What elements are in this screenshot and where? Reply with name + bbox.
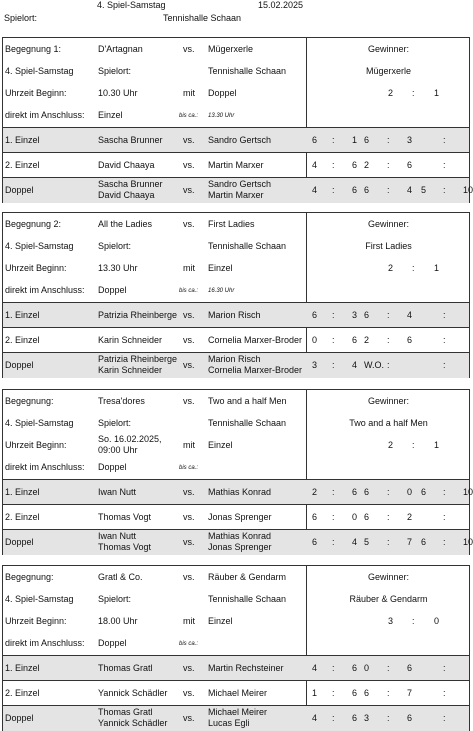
set-colon: :: [443, 160, 446, 170]
set-colon: :: [443, 713, 446, 723]
result-score-a: 3: [388, 616, 394, 626]
bis-label: bis ca.:: [179, 288, 199, 294]
day-label: 4. Spiel-Samstag: [5, 66, 74, 76]
match-vs: vs.: [183, 310, 195, 320]
header-venue: Tennishalle Schaan: [163, 13, 242, 23]
team-2: Two and a half Men: [208, 396, 287, 406]
set-colon: :: [443, 135, 446, 145]
player-2: Jonas Sprenger: [208, 512, 272, 522]
vs-label: vs.: [183, 219, 195, 229]
team-1: D'Artagnan: [98, 44, 143, 54]
set-score-b: 6: [407, 335, 413, 345]
player-1b: David Chaaya: [98, 190, 155, 200]
venue-label: Spielort:: [98, 66, 132, 76]
set-score-a: 4: [312, 160, 318, 170]
player-1: Sascha Brunner: [98, 135, 163, 145]
result-colon: :: [412, 88, 415, 98]
set-score-a: 6: [364, 310, 370, 320]
day-label: 4. Spiel-Samstag: [5, 418, 74, 428]
set-score-b: 1: [352, 135, 358, 145]
match-row: [3, 655, 469, 681]
set-score-b: 6: [352, 335, 358, 345]
set-score-a: W.O.: [364, 360, 384, 370]
set-score-b: 10: [463, 487, 473, 497]
set-colon: :: [387, 360, 390, 370]
set-colon: :: [443, 487, 446, 497]
set-colon: :: [332, 663, 335, 673]
bis-time: 13.30 Uhr: [208, 113, 235, 119]
match-row: [3, 152, 469, 178]
result-score-a: 2: [388, 440, 394, 450]
player-1: Thomas Gratl: [98, 707, 153, 717]
set-colon: :: [443, 360, 446, 370]
match-name: 2. Einzel: [5, 335, 40, 345]
set-colon: :: [443, 537, 446, 547]
result-score-b: 1: [434, 440, 440, 450]
venue-label: Spielort:: [98, 594, 132, 604]
player-2: Sandro Gertsch: [208, 179, 272, 189]
set-score-a: 4: [312, 713, 318, 723]
set-score-a: 1: [312, 688, 318, 698]
venue-label: Spielort:: [98, 241, 132, 251]
match-block: [2, 565, 470, 731]
set-colon: :: [332, 512, 335, 522]
set-colon: :: [387, 537, 390, 547]
winner-label: Gewinner:: [367, 396, 410, 406]
next-format: Doppel: [98, 638, 127, 648]
match-name: 2. Einzel: [5, 688, 40, 698]
mit-label: mit: [183, 616, 195, 626]
winner-label: Gewinner:: [367, 44, 410, 54]
bis-label: bis ca.:: [179, 641, 199, 647]
set-score-b: 10: [463, 185, 473, 195]
bis-label: bis ca.:: [179, 113, 199, 119]
set-score-a: 0: [364, 663, 370, 673]
match-row: [3, 504, 469, 530]
winner-name: Two and a half Men: [349, 418, 428, 428]
match-row: [3, 352, 469, 378]
match-row: [3, 127, 469, 153]
set-colon: :: [443, 512, 446, 522]
set-score-b: 3: [352, 310, 358, 320]
set-score-a: 6: [364, 135, 370, 145]
player-1: Iwan Nutt: [98, 487, 137, 497]
player-1: Iwan Nutt: [98, 531, 137, 541]
vs-label: vs.: [183, 396, 195, 406]
set-score-a: 6: [364, 688, 370, 698]
result-colon: :: [412, 440, 415, 450]
result-score-b: 0: [434, 616, 440, 626]
set-score-a: 2: [364, 335, 370, 345]
player-2: Mathias Konrad: [208, 531, 272, 541]
set-score-b: 0: [352, 512, 358, 522]
match-name: Doppel: [5, 185, 34, 195]
set-colon: :: [443, 335, 446, 345]
set-score-a: 6: [312, 135, 318, 145]
vs-label: vs.: [183, 572, 195, 582]
player-2: Martin Rechsteiner: [208, 663, 284, 673]
set-score-a: 6: [421, 487, 427, 497]
match-label: Begegnung 1:: [5, 44, 62, 54]
match-vs: vs.: [183, 360, 195, 370]
player-1: David Chaaya: [98, 160, 155, 170]
player-1: Thomas Gratl: [98, 663, 153, 673]
match-row: [3, 529, 473, 555]
set-score-b: 6: [352, 487, 358, 497]
set-colon: :: [443, 663, 446, 673]
bis-label: bis ca.:: [179, 465, 199, 471]
set-colon: :: [332, 135, 335, 145]
set-score-a: 3: [312, 360, 318, 370]
player-2: Michael Meirer: [208, 707, 268, 717]
match-row: [3, 302, 469, 328]
match-name: 1. Einzel: [5, 487, 40, 497]
team-2: Mügerxerle: [208, 44, 254, 54]
team-1: All the Ladies: [98, 219, 153, 229]
match-name: 2. Einzel: [5, 512, 40, 522]
set-score-b: 0: [407, 487, 413, 497]
match-row: [3, 479, 473, 505]
venue: Tennishalle Schaan: [208, 66, 287, 76]
match-label: Begegnung:: [5, 396, 54, 406]
winner-name: First Ladies: [365, 241, 412, 251]
winner-label: Gewinner:: [367, 219, 410, 229]
vs-label: vs.: [183, 44, 195, 54]
match-block: [2, 212, 470, 378]
match-vs: vs.: [183, 335, 195, 345]
set-colon: :: [387, 185, 390, 195]
next-label: direkt im Anschluss:: [5, 110, 85, 120]
set-score-a: 6: [312, 537, 318, 547]
winner-name: Räuber & Gendarm: [349, 594, 428, 604]
header-venue-label: Spielort:: [4, 13, 38, 23]
set-score-b: 7: [407, 537, 413, 547]
player-2: Michael Meirer: [208, 688, 268, 698]
next-format: Doppel: [98, 462, 127, 472]
set-colon: :: [332, 185, 335, 195]
match-label: Begegnung:: [5, 572, 54, 582]
start-time: 18.00 Uhr: [98, 616, 138, 626]
venue: Tennishalle Schaan: [208, 594, 287, 604]
player-1b: Karin Schneider: [98, 365, 163, 375]
match-name: 1. Einzel: [5, 135, 40, 145]
result-colon: :: [412, 263, 415, 273]
set-score-a: 4: [312, 185, 318, 195]
first-format: Einzel: [208, 440, 233, 450]
set-colon: :: [332, 160, 335, 170]
set-colon: :: [443, 185, 446, 195]
match-name: 2. Einzel: [5, 160, 40, 170]
match-name: Doppel: [5, 713, 34, 723]
match-row: [3, 680, 469, 706]
set-score-a: 0: [312, 335, 318, 345]
match-vs: vs.: [183, 135, 195, 145]
set-score-a: 5: [421, 185, 427, 195]
set-score-b: 6: [352, 713, 358, 723]
next-format: Doppel: [98, 285, 127, 295]
mit-label: mit: [183, 88, 195, 98]
set-score-b: 7: [407, 688, 413, 698]
day-label: 4. Spiel-Samstag: [5, 241, 74, 251]
start-time-2: 09:00 Uhr: [98, 445, 138, 455]
start-time: 10.30 Uhr: [98, 88, 138, 98]
set-score-b: 2: [407, 512, 413, 522]
bis-time: 16.30 Uhr: [208, 288, 235, 294]
set-score-a: 4: [312, 663, 318, 673]
player-1: Sascha Brunner: [98, 179, 163, 189]
set-score-b: 6: [352, 185, 358, 195]
team-2: First Ladies: [208, 219, 255, 229]
player-2: Martin Marxer: [208, 160, 264, 170]
player-2: Sandro Gertsch: [208, 135, 272, 145]
mit-label: mit: [183, 440, 195, 450]
player-1: Patrizia Rheinberge: [98, 310, 178, 320]
match-vs: vs.: [183, 185, 195, 195]
player-2: Marion Risch: [208, 354, 261, 364]
player-2: Marion Risch: [208, 310, 261, 320]
player-1: Yannick Schädler: [98, 688, 168, 698]
set-colon: :: [387, 663, 390, 673]
set-score-a: 6: [312, 512, 318, 522]
match-block: [2, 389, 473, 555]
set-score-a: 6: [364, 512, 370, 522]
venue: Tennishalle Schaan: [208, 418, 287, 428]
set-score-b: 6: [352, 688, 358, 698]
set-score-a: 2: [364, 160, 370, 170]
set-colon: :: [443, 310, 446, 320]
set-score-b: 6: [407, 713, 413, 723]
team-2: Räuber & Gendarm: [208, 572, 287, 582]
team-1: Gratl & Co.: [98, 572, 143, 582]
match-row: [3, 705, 469, 731]
set-colon: :: [332, 537, 335, 547]
set-colon: :: [387, 160, 390, 170]
match-vs: vs.: [183, 160, 195, 170]
player-2b: Martin Marxer: [208, 190, 264, 200]
first-format: Doppel: [208, 88, 237, 98]
player-1: Patrizia Rheinberge: [98, 354, 178, 364]
winner-label: Gewinner:: [367, 572, 410, 582]
set-colon: :: [332, 688, 335, 698]
set-score-a: 6: [421, 537, 427, 547]
set-colon: :: [332, 360, 335, 370]
match-vs: vs.: [183, 688, 195, 698]
match-name: Doppel: [5, 537, 34, 547]
set-score-b: 3: [407, 135, 413, 145]
set-score-b: 4: [352, 537, 358, 547]
match-vs: vs.: [183, 663, 195, 673]
match-name: 1. Einzel: [5, 310, 40, 320]
set-score-a: 6: [364, 487, 370, 497]
result-colon: :: [412, 616, 415, 626]
set-colon: :: [387, 310, 390, 320]
player-2: Mathias Konrad: [208, 487, 272, 497]
player-2b: Jonas Sprenger: [208, 542, 272, 552]
match-block: [2, 37, 473, 203]
start-time: 13.30 Uhr: [98, 263, 138, 273]
result-score-a: 2: [388, 88, 394, 98]
start-label: Uhrzeit Beginn:: [5, 440, 67, 450]
venue-label: Spielort:: [98, 418, 132, 428]
header-title: 4. Spiel-Samstag: [97, 0, 166, 10]
match-row: [3, 327, 469, 353]
mit-label: mit: [183, 263, 195, 273]
match-vs: vs.: [183, 537, 195, 547]
set-score-b: 6: [407, 663, 413, 673]
set-score-a: 6: [364, 185, 370, 195]
first-format: Einzel: [208, 616, 233, 626]
set-colon: :: [387, 713, 390, 723]
first-format: Einzel: [208, 263, 233, 273]
match-label: Begegnung 2:: [5, 219, 62, 229]
result-score-b: 1: [434, 88, 440, 98]
set-score-b: 4: [407, 185, 413, 195]
set-colon: :: [332, 335, 335, 345]
winner-name: Mügerxerle: [365, 66, 412, 76]
player-2b: Cornelia Marxer-Broder: [208, 365, 303, 375]
player-1: Thomas Vogt: [98, 512, 152, 522]
result-score-b: 1: [434, 263, 440, 273]
match-name: 1. Einzel: [5, 663, 40, 673]
set-colon: :: [443, 688, 446, 698]
set-colon: :: [332, 713, 335, 723]
player-2b: Lucas Egli: [208, 718, 250, 728]
set-colon: :: [387, 512, 390, 522]
set-score-b: 6: [352, 160, 358, 170]
set-colon: :: [387, 688, 390, 698]
header-date: 15.02.2025: [258, 0, 304, 10]
set-score-a: 2: [312, 487, 318, 497]
next-label: direkt im Anschluss:: [5, 285, 85, 295]
next-format: Einzel: [98, 110, 123, 120]
player-2: Cornelia Marxer-Broder: [208, 335, 303, 345]
start-label: Uhrzeit Beginn:: [5, 616, 67, 626]
set-colon: :: [387, 135, 390, 145]
match-name: Doppel: [5, 360, 34, 370]
set-score-a: 5: [364, 537, 370, 547]
match-vs: vs.: [183, 487, 195, 497]
match-vs: vs.: [183, 713, 195, 723]
player-1b: Thomas Vogt: [98, 542, 152, 552]
set-score-b: 6: [407, 160, 413, 170]
player-1: Karin Schneider: [98, 335, 163, 345]
set-score-b: 4: [407, 310, 413, 320]
set-score-a: 6: [312, 310, 318, 320]
set-colon: :: [387, 487, 390, 497]
match-vs: vs.: [183, 512, 195, 522]
start-label: Uhrzeit Beginn:: [5, 263, 67, 273]
team-1: Tresa'dores: [98, 396, 145, 406]
set-colon: :: [387, 335, 390, 345]
venue: Tennishalle Schaan: [208, 241, 287, 251]
set-colon: :: [332, 310, 335, 320]
next-label: direkt im Anschluss:: [5, 462, 85, 472]
set-score-b: 4: [352, 360, 358, 370]
next-label: direkt im Anschluss:: [5, 638, 85, 648]
start-time: So. 16.02.2025,: [98, 434, 162, 444]
set-score-b: 10: [463, 537, 473, 547]
set-colon: :: [332, 487, 335, 497]
set-score-b: 6: [352, 663, 358, 673]
player-1b: Yannick Schädler: [98, 718, 168, 728]
start-label: Uhrzeit Beginn:: [5, 88, 67, 98]
match-row: [3, 177, 473, 203]
day-label: 4. Spiel-Samstag: [5, 594, 74, 604]
result-score-a: 2: [388, 263, 394, 273]
set-score-a: 3: [364, 713, 370, 723]
